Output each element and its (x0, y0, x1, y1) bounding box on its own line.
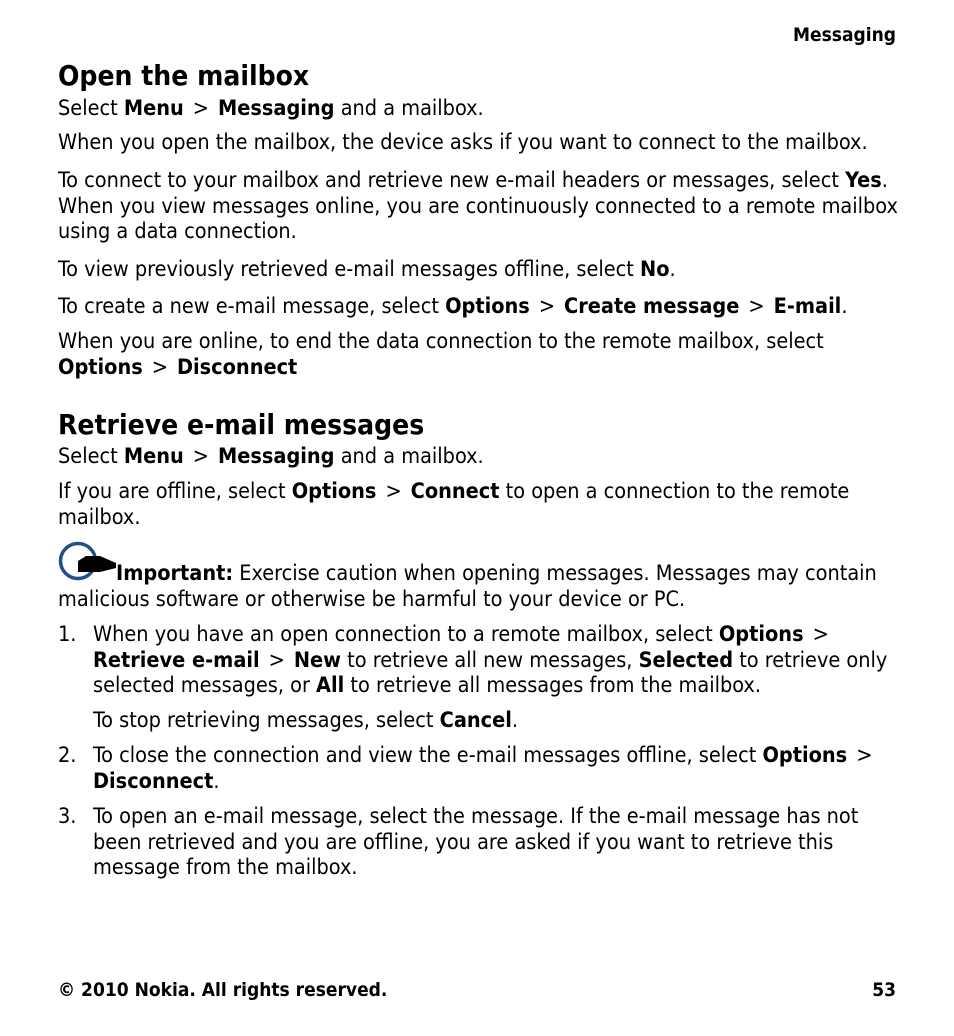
step-number: 2. (58, 743, 77, 768)
list-item: When you have an open connection to a remote mailbox, select Options >Retrieve e-mail > New to retrieve all new messages, Selected to retrieve only selected messages, or All to retrieve all messages from the mailbox. (93, 622, 888, 698)
option-selected: Selected (638, 647, 734, 673)
section-title-retrieve-email: Retrieve e-mail messages (58, 408, 425, 441)
path-separator: > (192, 444, 209, 469)
menu-path-item: Create message (564, 294, 740, 319)
path-separator: > (385, 479, 402, 504)
paragraph: When you open the mailbox, the device asks if you want to connect to the mailbox. (58, 130, 868, 155)
important-note: Important: Exercise caution when opening messages. Messages may contain malicious software or otherwise be harmful to your device or PC. (58, 561, 877, 612)
menu-path-item: Connect (410, 479, 500, 504)
copyright-footer: © 2010 Nokia. All rights reserved. (58, 979, 388, 1001)
menu-path-item: E-mail (773, 294, 842, 319)
step-number: 1. (58, 622, 77, 647)
menu-path-item: Disconnect (176, 354, 298, 380)
section-title-open-mailbox: Open the mailbox (58, 59, 310, 92)
step-number: 3. (58, 804, 77, 829)
paragraph: If you are offline, select Options > Connect to open a connection to the remote mailbox. (58, 479, 850, 530)
option-no: No (640, 257, 670, 282)
menu-path-item: Menu (123, 96, 184, 121)
running-header: Messaging (793, 24, 896, 46)
menu-path-item: Options (291, 479, 377, 504)
list-item: To open an e-mail message, select the message. If the e-mail message has not been retrieved and you are offline, you are asked if you want to retrieve this message from the mailbox. (93, 804, 859, 880)
paragraph: To create a new e-mail message, select Options > Create message > E-mail. (58, 294, 848, 319)
path-separator: > (812, 622, 829, 647)
path-separator: > (192, 96, 209, 121)
manual-page (58, 0, 896, 1036)
menu-path-item: Options (762, 743, 848, 768)
paragraph: When you are online, to end the data connection to the remote mailbox, select Options > Disconnect (58, 329, 824, 380)
paragraph: To connect to your mailbox and retrieve new e-mail headers or messages, select Yes. When you view messages online, you are continuously connected to a remote mailbox using a data connection. (58, 168, 898, 244)
path-separator: > (856, 743, 873, 768)
menu-path-item: Menu (123, 444, 184, 469)
paragraph: To view previously retrieved e-mail messages offline, select No. (58, 257, 676, 282)
menu-path-item: New (293, 647, 342, 673)
menu-path-item: Messaging (217, 96, 335, 121)
menu-path-item: Options (58, 354, 143, 380)
option-all: All (316, 673, 345, 698)
menu-path-item: Retrieve e-mail (93, 647, 260, 673)
paragraph: Select Menu > Messaging and a mailbox. (58, 96, 484, 121)
path-separator: > (748, 294, 765, 319)
menu-path-item: Options (445, 294, 530, 319)
option-cancel: Cancel (439, 708, 512, 733)
path-separator: > (268, 647, 285, 673)
menu-path-item: Options (718, 622, 804, 647)
paragraph: Select Menu > Messaging and a mailbox. (58, 444, 484, 469)
important-label: Important: (116, 561, 234, 586)
menu-path-item: Disconnect (93, 768, 214, 794)
menu-path-item: Messaging (217, 444, 335, 469)
path-separator: > (151, 354, 168, 380)
list-item: To close the connection and view the e-mail messages offline, select Options >Disconnect. (93, 743, 899, 794)
option-yes: Yes (845, 168, 882, 193)
path-separator: > (538, 294, 556, 319)
list-item-subparagraph: To stop retrieving messages, select Cancel. (93, 708, 519, 733)
page-number: 53 (872, 979, 896, 1001)
